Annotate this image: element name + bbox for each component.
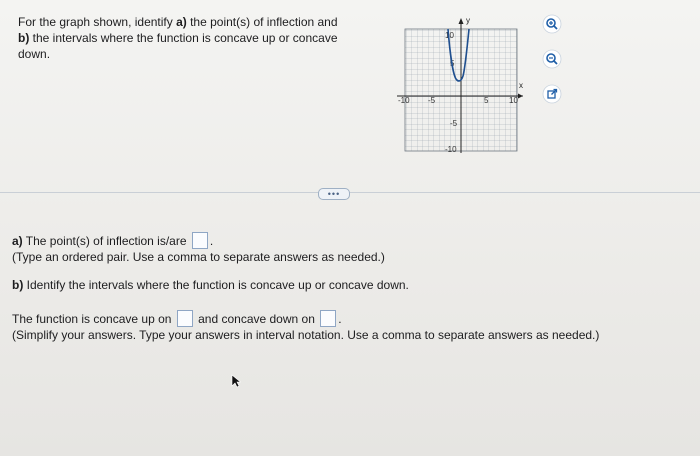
answer-part-b-marker: b) [12, 278, 24, 292]
graph-tools [540, 12, 568, 117]
zoom-out-button[interactable] [540, 47, 564, 71]
x-tick-label: -5 [428, 96, 436, 105]
popout-button[interactable] [540, 82, 564, 106]
y-tick-label: -5 [450, 119, 458, 128]
question-line3: down. [18, 47, 51, 61]
part-a-hint: (Type an ordered pair. Use a comma to separate answers as needed.) [12, 250, 385, 264]
zoom-out-icon [542, 49, 562, 69]
inflection-point-input[interactable] [192, 232, 208, 249]
part-a-marker: a) [176, 15, 187, 29]
x-tick-label: 10 [509, 96, 518, 105]
concave-up-input[interactable] [177, 310, 193, 327]
zoom-in-button[interactable] [540, 12, 564, 36]
x-axis-label: x [519, 81, 523, 90]
x-tick-label: 5 [484, 96, 489, 105]
question-text [18, 14, 358, 62]
y-axis-arrow [459, 18, 464, 24]
part-a-period: . [209, 234, 214, 248]
question-line1-pre: For the graph shown, identify [18, 15, 177, 29]
graph-svg [395, 14, 525, 154]
answer-part-a-marker: a) [12, 234, 23, 248]
concavity-line [12, 310, 342, 327]
concave-down-label: and concave down on [198, 312, 315, 326]
x-tick-label: -10 [398, 96, 410, 105]
expand-more-button[interactable]: ••• [318, 188, 350, 200]
part-a-text: The point(s) of inflection is/are [22, 234, 187, 248]
concave-down-input[interactable] [320, 310, 336, 327]
section-divider [0, 192, 700, 193]
x-axis-arrow [518, 94, 523, 99]
question-line1-post: the point(s) of inflection and [186, 15, 338, 29]
part-b-text: Identify the intervals where the function is concave up or concave down. [23, 278, 409, 292]
part-a-line [12, 232, 213, 249]
concave-up-label: The function is concave up on [12, 312, 172, 326]
question-line2-post: the intervals where the function is concave up or concave [29, 31, 338, 45]
zoom-in-icon [542, 14, 562, 34]
y-axis-label: y [466, 16, 470, 25]
part-b-marker: b) [18, 31, 30, 45]
concavity-period: . [338, 312, 342, 326]
y-tick-label: 5 [450, 59, 455, 68]
function-graph [395, 14, 525, 154]
y-tick-label: -10 [445, 145, 457, 154]
part-b-line [12, 277, 409, 293]
mouse-pointer-icon [231, 374, 241, 388]
concavity-hint: (Simplify your answers. Type your answers in interval notation. Use a comma to separate answers as needed.) [12, 328, 600, 342]
y-tick-label: 10 [445, 31, 454, 40]
external-link-icon [542, 84, 562, 104]
